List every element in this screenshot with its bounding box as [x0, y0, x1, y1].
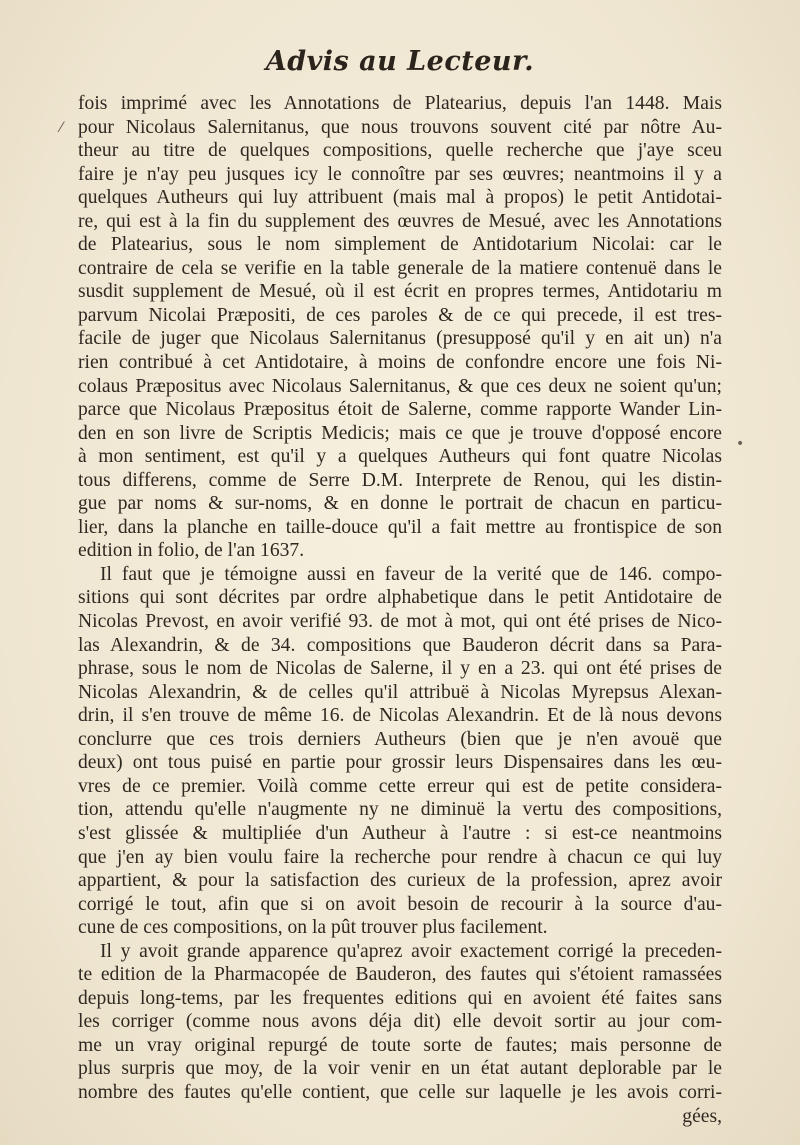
text-line: contraire de cela se verifie en la table generale de la matiere contenuë dans le: [78, 257, 722, 279]
body-text: [78, 92, 722, 1128]
text-line: gue par noms & sur-noms, & en donne le portrait de chacun en particu-: [78, 493, 722, 515]
text-line: s'est glissée & multipliée d'un Autheur à l'autre : si est-ce neantmoins: [78, 822, 722, 844]
text-line: que j'en ay bien voulu faire la recherche pour rendre à chacun ce qui luy: [78, 846, 722, 868]
text-line: gées,: [682, 1105, 722, 1127]
text-line: plus surpris que moy, de la voir venir en un état autant deplorable par le: [78, 1058, 722, 1080]
text-line: facile de juger que Nicolaus Salernitanus (presupposé qu'il y en ait un) n'a: [78, 328, 722, 350]
text-line: conclurre que ces trois derniers Autheurs (bien que je n'en avouë que: [78, 728, 722, 750]
text-line: depuis long-tems, par les frequentes editions qui en avoient été faites sans: [78, 987, 722, 1009]
text-line: phrase, sous le nom de Nicolas de Salerne, il y en a 23. qui ont été prises de: [78, 658, 722, 680]
text-line: parce que Nicolaus Præpositus étoit de Salerne, comme rapporte Wander Lin-: [78, 399, 722, 421]
text-line: à mon sentiment, est qu'il y a quelques Autheurs qui font quatre Nicolas: [78, 446, 722, 468]
text-line: colaus Præpositus avec Nicolaus Salernitanus, & que ces deux ne soient qu'un;: [78, 375, 722, 397]
text-line: quelques Autheurs qui luy attribuent (mais mal à propos) le petit Antidotai-: [78, 187, 722, 209]
text-line: tion, attendu qu'elle n'augmente ny ne diminuë la vertu des compositions,: [78, 799, 722, 821]
text-line: den en son livre de Scriptis Medicis; mais ce que je trouve d'opposé encore: [78, 422, 722, 444]
text-line: re, qui est à la fin du supplement des œuvres de Mesué, avec les Annotations: [78, 210, 722, 232]
text-line: me un vray original repurgé de toute sorte de fautes; mais personne de: [78, 1034, 722, 1056]
text-line: cune de ces compositions, on la pût trouver plus facilement.: [78, 917, 548, 939]
text-line: appartient, & pour la satisfaction des curieux de la profession, aprez avoir: [78, 870, 722, 892]
text-line: de Platearius, sous le nom simplement de Antidotarium Nicolai: car le: [78, 234, 722, 256]
text-line: las Alexandrin, & de 34. compositions que Bauderon décrit dans sa Para-: [78, 634, 722, 656]
text-line: drin, il s'en trouve de même 16. de Nicolas Alexandrin. Et de là nous devons: [78, 705, 722, 727]
text-line: Il faut que je témoigne aussi en faveur de la verité que de 146. compo-: [100, 563, 722, 585]
text-line: nombre des fautes qu'elle contient, que celle sur laquelle je les avois corri-: [78, 1081, 722, 1103]
text-line: deux) ont tous puisé en partie pour grossir leurs Dispensaires dans les œu-: [78, 752, 722, 774]
text-line: te edition de la Pharmacopée de Bauderon, des fautes qui s'étoient ramassées: [78, 964, 722, 986]
text-line: lier, dans la planche en taille-douce qu'il a fait mettre au frontispice de son: [78, 516, 722, 538]
text-line: susdit supplement de Mesué, où il est écrit en propres termes, Antidotariu m: [78, 281, 722, 303]
margin-mark-icon: ⁄: [60, 120, 63, 136]
text-line: rien contribué à cet Antidotaire, à moins de confondre encore une fois Ni-: [78, 352, 722, 374]
text-line: faire je n'ay peu jusques icy le connoître par ses œuvres; neantmoins il y a: [78, 163, 722, 185]
text-line: fois imprimé avec les Annotations de Platearius, depuis l'an 1448. Mais: [78, 93, 722, 114]
text-line: vres de ce premier. Voilà comme cette erreur qui est de petite considera-: [78, 775, 722, 797]
text-line: sitions qui sont décrites par ordre alphabetique dans le petit Antidotaire de: [78, 587, 722, 609]
text-line: corrigé le tout, afin que si on avoit besoin de recourir à la source d'au-: [78, 893, 722, 915]
text-line: pour Nicolaus Salernitanus, que nous trouvons souvent cité par nôtre Au-: [78, 116, 722, 138]
text-line: Il y avoit grande apparence qu'aprez avoir exactement corrigé la preceden-: [100, 940, 722, 962]
text-line: theur au titre de quelques compositions, quelle recherche que j'aye sceu: [78, 140, 722, 162]
text-line: les corriger (comme nous avons déja dit) elle devoit sortir au jour com-: [78, 1011, 722, 1033]
text-line: Nicolas Alexandrin, & de celles qu'il attribuë à Nicolas Myrepsus Alexan-: [78, 681, 722, 703]
text-line: edition in folio, de l'an 1637.: [78, 540, 305, 562]
text-line: tous differens, comme de Serre D.M. Interprete de Renou, qui les distin-: [78, 469, 722, 491]
text-line: parvum Nicolai Præpositi, de ces paroles & de ce qui precede, il est tres-: [78, 304, 722, 326]
margin-mark-icon: •: [736, 436, 745, 452]
page-heading: Advis au Lecteur.: [265, 46, 535, 77]
text-line: Nicolas Prevost, en avoir verifié 93. de mot à mot, qui ont été prises de Nico-: [78, 611, 722, 633]
